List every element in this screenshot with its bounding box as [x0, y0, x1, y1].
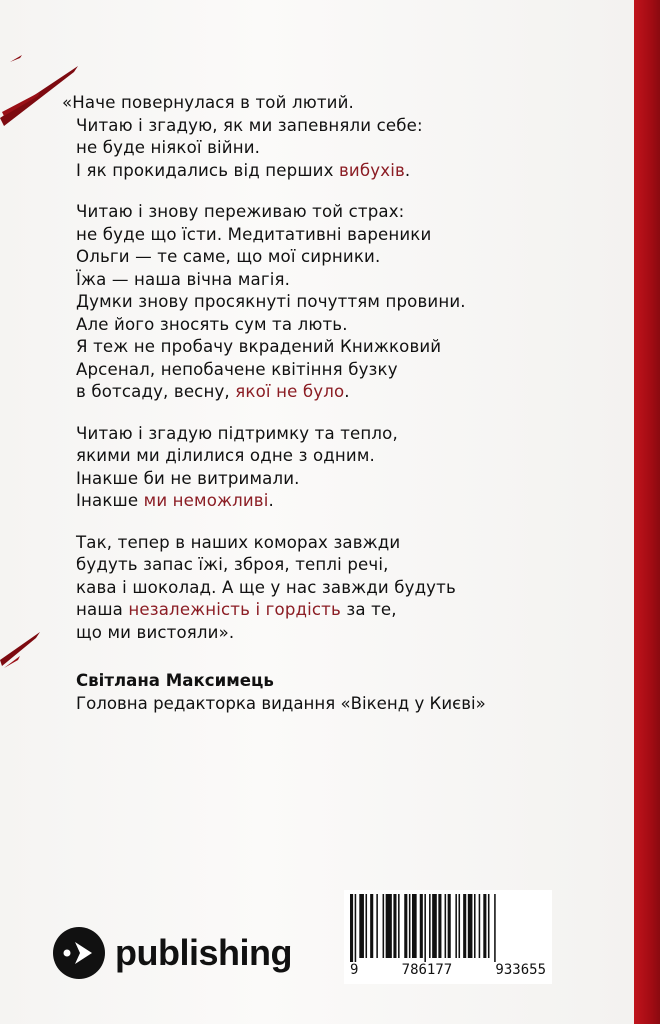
barcode-bar: [445, 894, 447, 958]
barcode-bar: [355, 894, 357, 962]
line-text: Читаю і знову переживаю той страх:: [76, 202, 405, 221]
barcode-bar: [468, 894, 473, 958]
line-text: Арсенал, непобачене квітіння бузку: [76, 359, 398, 379]
poem-line: [62, 490, 582, 513]
highlighted-phrase: якої не було: [235, 382, 345, 401]
barcode-bar: [448, 894, 451, 958]
barcode-bar: [432, 894, 437, 958]
line-text: Думки знову просякнуті почуттям провини.: [76, 292, 466, 311]
poem-line: [62, 314, 582, 337]
line-text: Інакше: [76, 491, 144, 510]
barcode-bar: [438, 894, 441, 958]
poem-line: [62, 246, 582, 269]
barcode-bar: [366, 894, 368, 958]
barcode-bar: [409, 894, 411, 958]
barcode-bar: [420, 894, 423, 958]
isbn-digit-group: 9: [350, 962, 359, 978]
line-text: якими ми ділилися одне з одним.: [76, 446, 375, 465]
line-text: будуть запас їжі, зброя, теплі речі,: [76, 555, 389, 574]
poem-line: [62, 532, 582, 555]
line-tail: .: [268, 491, 274, 510]
barcode-bar: [424, 894, 426, 962]
line-text: Я теж не пробачу вкрадений Книжковий: [76, 337, 442, 356]
line-tail: за те,: [340, 600, 397, 619]
stanza: [62, 92, 582, 182]
poem-line: [62, 115, 582, 138]
line-text: І як прокидались від перших: [76, 160, 339, 180]
line-text: наша: [76, 600, 129, 619]
barcode-bar: [350, 894, 353, 962]
poem-line: [62, 554, 582, 577]
poem-line: [62, 336, 582, 359]
poem-line: [62, 92, 582, 115]
poem-line: [62, 359, 582, 382]
barcode-bar: [459, 894, 461, 958]
line-text: Ольги — те саме, що мої сирники.: [76, 247, 381, 266]
barcode-bar: [488, 894, 490, 958]
line-text: Так, тепер в наших коморах завжди: [76, 532, 401, 552]
isbn-barcode: [344, 890, 552, 984]
poem-line: [62, 445, 582, 468]
poem-line: [62, 137, 582, 160]
line-text: Їжа — наша вічна магія.: [76, 269, 291, 289]
stanza: [62, 532, 582, 645]
barcode-bar: [455, 894, 457, 958]
line-text: не буде ніякої війни.: [76, 138, 261, 157]
barcode-bar: [386, 894, 392, 958]
barcode-bar: [412, 894, 417, 958]
barcode-bar: [376, 894, 378, 958]
poem-line: [62, 468, 582, 491]
poem-line: [62, 599, 582, 622]
isbn-digit-group: 786177: [401, 962, 453, 978]
poem-line: [62, 160, 582, 183]
red-spine-edge: [634, 0, 660, 1024]
poem-line: [62, 381, 582, 404]
highlighted-phrase: незалежність і гордість: [128, 600, 341, 619]
barcode-bar: [393, 894, 396, 958]
line-tail: .: [404, 160, 411, 180]
poem-line: [62, 577, 582, 600]
line-text: кава і шоколад. А ще у нас завжди будуть: [76, 577, 456, 597]
stanza: [62, 201, 582, 404]
highlighted-phrase: ми неможливі: [143, 491, 269, 510]
line-text: Але його зносять сум та лють.: [76, 314, 348, 334]
line-text: не буде що їсти. Медитативні вареники: [76, 224, 432, 244]
poem-line: [62, 269, 582, 292]
stanza: [62, 423, 582, 513]
poem-line: [62, 423, 582, 446]
poem-line: [62, 622, 582, 645]
arrow-circle-icon: [53, 927, 105, 979]
line-text: Читаю і згадую, як ми запевняли себе:: [76, 115, 423, 135]
line-text: Інакше би не витримали.: [76, 468, 300, 488]
poem-line: [62, 224, 582, 247]
quote-attribution: [76, 669, 596, 715]
poem-line: [62, 291, 582, 314]
author-name: Світлана Максимець: [76, 671, 274, 690]
barcode-bar: [479, 894, 481, 958]
author-role: Головна редакторка видання «Вікенд у Києві»: [76, 694, 486, 713]
barcode-bar: [429, 894, 431, 958]
highlighted-phrase: вибухів: [339, 160, 405, 180]
barcode-bar: [370, 894, 373, 958]
line-text: в ботсаду, весну,: [76, 382, 236, 401]
barcode-bar: [398, 894, 400, 958]
publisher-name: publishing: [115, 932, 292, 973]
barcode-bar: [359, 894, 364, 958]
isbn-digit-group: 933655: [495, 962, 546, 978]
barcode-bar: [383, 894, 385, 958]
poem-line: [62, 201, 582, 224]
isbn-number: [344, 962, 552, 978]
publisher-logo: [53, 927, 292, 979]
line-text: що ми вистояли».: [76, 622, 235, 642]
line-tail: .: [344, 382, 350, 401]
barcode-bar: [483, 894, 486, 958]
line-text: «Наче повернулася в той лютий.: [62, 93, 354, 112]
barcode-bar: [474, 894, 476, 958]
barcode-bar: [404, 894, 407, 958]
quote-text: [62, 92, 582, 663]
line-text: Читаю і згадую підтримку та тепло,: [76, 423, 398, 443]
barcode-bar: [463, 894, 466, 958]
barcode-bar: [494, 894, 496, 962]
